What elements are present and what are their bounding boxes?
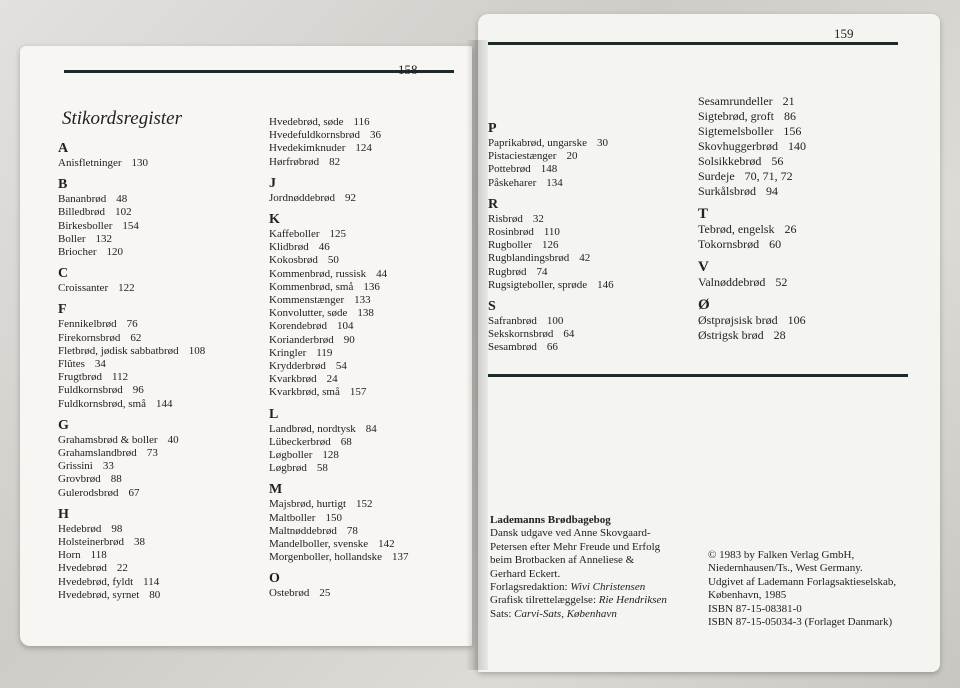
entry-name: Flûtes [58, 358, 85, 371]
entry-page-number: 46 [318, 241, 330, 254]
design-line [490, 594, 700, 607]
entry-page-number: 42 [579, 252, 591, 265]
entry-page-number: 67 [128, 486, 140, 499]
index-entry [488, 163, 688, 176]
entry-page-number: 54 [335, 360, 347, 373]
entry-page-number: 104 [337, 320, 354, 333]
index-entry [269, 156, 469, 169]
entry-name: Kringler [269, 346, 307, 359]
index-entry [269, 334, 469, 347]
index-entry [269, 228, 469, 241]
entry-page-number: 74 [536, 265, 548, 278]
entry-page-number: 124 [355, 142, 372, 155]
index-letter-heading: T [698, 206, 709, 222]
index-title: Stikordsregister [62, 108, 182, 129]
index-entry [58, 460, 258, 473]
entry-page-number: 112 [112, 371, 129, 384]
entry-page-number: 21 [782, 94, 795, 108]
index-entry [698, 184, 928, 199]
entry-name: Hvedebrød [58, 562, 107, 575]
book-gutter [466, 40, 488, 670]
designer-name: Rie Hendriksen [598, 594, 667, 607]
index-letter-heading: L [269, 406, 279, 422]
entry-page-number: 80 [149, 588, 161, 601]
entry-page-number: 102 [115, 206, 132, 219]
entry-name: Klidbrød [269, 241, 309, 254]
entry-name: Birkesboller [58, 219, 113, 232]
index-entry [698, 154, 928, 169]
index-entry [58, 157, 258, 170]
index-letter-heading: O [269, 571, 280, 587]
entry-name: Østprøjsisk brød [698, 313, 778, 327]
entry-name: Horn [58, 549, 81, 562]
entry-page-number: 94 [766, 184, 778, 198]
colophon-credits [490, 514, 700, 621]
entry-name: Hvedekimknuder [269, 142, 346, 155]
entry-page-number: 33 [102, 460, 114, 473]
entry-name: Anisfletninger [58, 157, 122, 169]
index-entry [269, 347, 469, 360]
colophon-line: beim Brotbacken af Anneliese & [490, 554, 635, 567]
entry-name: Påskeharer [488, 176, 537, 189]
entry-page-number: 132 [95, 232, 112, 245]
entry-page-number: 34 [94, 358, 106, 371]
entry-page-number: 157 [349, 386, 367, 399]
index-entry [269, 462, 469, 475]
index-entry [488, 328, 688, 341]
entry-page-number: 138 [357, 307, 374, 320]
entry-page-number: 62 [130, 331, 142, 344]
index-entry [269, 587, 469, 600]
index-entry [488, 252, 688, 265]
index-entry [488, 315, 688, 328]
entry-page-number: 136 [363, 280, 380, 293]
entry-name: Kvarkbrød, små [269, 386, 340, 399]
index-entry [58, 434, 258, 447]
entry-name: Kokosbrød [269, 254, 318, 267]
entry-page-number: 90 [343, 333, 355, 346]
index-entry [269, 436, 469, 449]
index-column-4 [698, 94, 928, 343]
index-letter-heading: K [269, 212, 280, 228]
entry-page-number: 86 [784, 109, 796, 123]
entry-name: Løgboller [269, 449, 313, 462]
entry-page-number: 82 [329, 155, 341, 168]
entry-name: Jordnøddebrød [269, 191, 335, 204]
entry-name: Hvedebrød, syrnet [58, 588, 140, 601]
entry-page-number: 78 [346, 524, 358, 537]
colophon-copyright [708, 549, 938, 629]
entry-page-number: 64 [563, 328, 575, 341]
index-entry [698, 328, 928, 343]
entry-name: Safranbrød [488, 315, 537, 328]
index-entry [698, 139, 928, 154]
entry-page-number: 40 [167, 433, 179, 446]
entry-name: Krydderbrød [269, 360, 326, 373]
entry-name: Rugblandingsbrød [488, 252, 570, 265]
index-entry [488, 137, 688, 150]
colophon-line: Udgivet af Lademann Forlagsaktieselskab, [708, 575, 897, 588]
entry-name: Pottebrød [488, 163, 531, 176]
design-label: Grafisk tilrettelæggelse: [490, 594, 596, 607]
entry-page-number: 128 [322, 449, 339, 462]
entry-page-number: 68 [340, 435, 352, 448]
typesetting-line [490, 608, 700, 621]
entry-name: Risbrød [488, 212, 523, 225]
entry-name: Kvarkbrød [269, 373, 317, 386]
entry-page-number: 125 [329, 228, 346, 241]
entry-page-number: 48 [116, 193, 128, 206]
entry-name: Billedbrød [58, 206, 106, 219]
entry-name: Maltnøddebrød [269, 524, 337, 537]
index-entry [269, 423, 469, 436]
index-letter-heading: B [58, 177, 68, 193]
entry-name: Sekskornsbrød [488, 328, 554, 341]
index-entry [488, 150, 688, 163]
index-entry [269, 241, 469, 254]
entry-page-number: 84 [365, 422, 377, 435]
index-entry [698, 169, 928, 184]
entry-name: Lübeckerbrød [269, 435, 331, 448]
index-entry [269, 254, 469, 267]
entry-name: Landbrød, nordtysk [269, 422, 356, 435]
edition-notes [490, 527, 700, 581]
entry-name: Holsteinerbrød [58, 536, 124, 549]
index-entry [488, 213, 688, 226]
entry-page-number: 152 [356, 498, 373, 511]
colophon-line: ISBN 87-15-05034-3 (Forlaget Danmark) [708, 616, 893, 629]
entry-name: Grahamslandbrød [58, 447, 137, 460]
index-entry [698, 313, 928, 328]
index-entry [58, 246, 258, 259]
entry-page-number: 156 [783, 124, 802, 138]
index-entry [269, 192, 469, 205]
typesetting-label: Sats: [490, 607, 512, 620]
page-number-right: 159 [834, 26, 854, 41]
entry-name: Korendebrød [269, 320, 328, 333]
entry-name: Pistaciestænger [488, 150, 557, 163]
index-entry [58, 345, 258, 358]
header-rule-right [488, 42, 898, 45]
index-column-1 [58, 134, 258, 602]
entry-page-number: 28 [773, 328, 786, 342]
entry-name: Hvedebrød, fyldt [58, 575, 134, 588]
entry-page-number: 116 [353, 116, 370, 128]
index-entry [269, 373, 469, 386]
index-entry [488, 341, 688, 354]
index-entry [58, 536, 258, 549]
index-entry [698, 275, 928, 290]
entry-name: Ostebrød [269, 587, 310, 600]
typesetter-name: Carvi-Sats, København [514, 607, 617, 620]
entry-name: Kommenstænger [269, 294, 345, 307]
index-entry [58, 233, 258, 246]
entry-page-number: 110 [543, 226, 560, 239]
entry-name: Gulerodsbrød [58, 486, 119, 499]
entry-page-number: 106 [787, 313, 806, 327]
entry-page-number: 133 [354, 294, 371, 307]
entry-page-number: 73 [146, 447, 158, 460]
entry-name: Fletbrød, jødisk sabbatbrød [58, 344, 179, 357]
editor-name: Wivi Christensen [570, 581, 646, 594]
colophon-line: København, 1985 [708, 589, 787, 602]
entry-page-number: 119 [316, 346, 333, 359]
index-entry [698, 222, 928, 237]
entry-page-number: 52 [775, 275, 788, 289]
entry-page-number: 56 [771, 154, 784, 168]
entry-name: Surkålsbrød [698, 184, 756, 198]
index-entry [58, 318, 258, 331]
index-entry [269, 320, 469, 333]
index-entry [269, 512, 469, 525]
entry-name: Sesambrød [488, 341, 537, 354]
index-entry [58, 549, 258, 562]
index-entry [269, 142, 469, 155]
index-letter-heading: A [58, 141, 69, 156]
index-entry [58, 589, 258, 602]
entry-name: Fuldkornsbrød, små [58, 397, 146, 410]
entry-page-number: 96 [132, 384, 144, 397]
entry-page-number: 30 [596, 137, 608, 149]
index-entry [58, 562, 258, 575]
entry-name: Sigtemelsboller [698, 124, 774, 138]
index-entry [269, 116, 469, 129]
entry-name: Briocher [58, 246, 97, 259]
index-entry [58, 358, 258, 371]
index-entry [488, 177, 688, 190]
book-title: Lademanns Brødbagebog [490, 514, 611, 526]
entry-name: Kommenbrød, russisk [269, 267, 367, 280]
index-entry [58, 193, 258, 206]
entry-page-number: 137 [392, 551, 409, 564]
index-entry [269, 449, 469, 462]
index-entry [488, 266, 688, 279]
index-entry [58, 384, 258, 397]
index-entry [58, 523, 258, 536]
entry-name: Solsikkebrød [698, 154, 762, 168]
entry-page-number: 126 [542, 239, 559, 252]
index-entry [488, 239, 688, 252]
entry-name: Rugbrød [488, 265, 527, 278]
index-entry [269, 386, 469, 399]
colophon-line: © 1983 by Falken Verlag GmbH, [708, 549, 855, 561]
entry-name: Rugsigteboller, sprøde [488, 278, 588, 291]
entry-page-number: 58 [316, 462, 328, 475]
entry-page-number: 154 [122, 219, 139, 232]
index-entry [488, 279, 688, 292]
index-entry [58, 473, 258, 486]
entry-page-number: 76 [126, 318, 138, 331]
entry-name: Boller [58, 232, 86, 245]
entry-page-number: 122 [118, 282, 135, 295]
entry-name: Fennikelbrød [58, 318, 117, 331]
index-entry [58, 282, 258, 295]
entry-name: Sesamrundeller [698, 94, 773, 108]
entry-name: Fuldkornsbrød [58, 384, 123, 397]
entry-page-number: 26 [784, 222, 797, 236]
entry-page-number: 148 [540, 163, 558, 176]
entry-name: Surdeje [698, 169, 735, 183]
entry-name: Maltboller [269, 511, 316, 524]
entry-page-number: 144 [156, 397, 173, 410]
entry-name: Østrigsk brød [698, 328, 764, 342]
index-entry [269, 281, 469, 294]
index-entry [698, 94, 928, 109]
index-entry [58, 487, 258, 500]
entry-page-number: 20 [566, 150, 578, 163]
index-entry [58, 371, 258, 384]
entry-page-number: 100 [546, 315, 564, 328]
colophon-line: Niedernhausen/Ts., West Germany. [708, 562, 863, 575]
editor-line [490, 581, 700, 594]
index-letter-heading: C [58, 266, 69, 282]
header-rule [64, 70, 454, 73]
entry-page-number: 108 [188, 344, 206, 357]
entry-name: Frugtbrød [58, 371, 102, 384]
index-entry [269, 551, 469, 564]
entry-page-number: 66 [546, 341, 558, 354]
index-letter-heading: G [58, 417, 69, 433]
colophon-line: ISBN 87-15-08381-0 [708, 602, 802, 615]
entry-name: Mandelboller, svenske [269, 538, 369, 551]
entry-page-number: 92 [345, 191, 356, 204]
index-entry [269, 360, 469, 373]
entry-name: Korianderbrød [269, 333, 334, 346]
entry-name: Croissanter [58, 282, 109, 295]
index-column-3 [488, 114, 688, 355]
index-letter-heading: F [58, 302, 67, 318]
entry-page-number: 88 [110, 473, 122, 486]
entry-page-number: 38 [133, 536, 145, 549]
entry-name: Paprikabrød, ungarske [488, 137, 587, 149]
index-entry [698, 237, 928, 252]
entry-name: Valnøddebrød [698, 275, 766, 289]
index-letter-heading: P [488, 121, 497, 136]
entry-name: Hørfrøbrød [269, 155, 320, 168]
index-entry [58, 332, 258, 345]
entry-page-number: 98 [111, 522, 123, 535]
index-entry [269, 129, 469, 142]
entry-name: Grahamsbrød & boller [58, 433, 158, 446]
colophon-line: Gerhard Eckert. [490, 567, 561, 580]
entry-name: Løgbrød [269, 462, 307, 475]
index-entry [58, 398, 258, 411]
index-entry [58, 206, 258, 219]
entry-name: Tokornsbrød [698, 237, 760, 251]
entry-page-number: 24 [326, 373, 338, 386]
editor-label: Forlagsredaktion: [490, 581, 568, 594]
entry-name: Hvedefuldkornsbrød [269, 129, 361, 142]
index-entry [58, 220, 258, 233]
entry-page-number: 130 [131, 157, 149, 169]
entry-name: Hedebrød [58, 522, 102, 535]
entry-page-number: 118 [90, 549, 107, 562]
entry-page-number: 142 [378, 538, 395, 551]
entry-name: Hvedebrød, søde [269, 116, 344, 128]
entry-page-number: 134 [546, 176, 563, 189]
index-entry [269, 498, 469, 511]
entry-name: Tebrød, engelsk [698, 222, 775, 236]
entry-page-number: 120 [106, 246, 123, 259]
index-entry [269, 538, 469, 551]
entry-page-number: 44 [376, 267, 388, 280]
entry-name: Morgenboller, hollandske [269, 551, 383, 564]
section-divider-rule [488, 374, 908, 377]
entry-name: Rosinbrød [488, 226, 534, 239]
index-letter-heading: V [698, 259, 709, 275]
index-column-2 [269, 116, 469, 601]
entry-name: Sigtebrød, groft [698, 109, 774, 123]
index-entry [269, 525, 469, 538]
entry-name: Kaffeboller [269, 228, 320, 241]
entry-name: Grovbrød [58, 473, 101, 486]
entry-name: Skovhuggerbrød [698, 139, 778, 153]
entry-page-number: 60 [769, 237, 782, 251]
entry-name: Rugboller [488, 239, 532, 252]
index-entry [58, 576, 258, 589]
entry-page-number: 114 [143, 575, 160, 588]
colophon-line: Petersen efter Mehr Freude und Erfolg [490, 540, 661, 553]
entry-name: Kommenbrød, små [269, 280, 354, 293]
left-page [20, 46, 472, 646]
entry-page-number: 50 [327, 254, 339, 267]
entry-name: Grissini [58, 460, 93, 473]
entry-name: Firekornsbrød [58, 331, 121, 344]
entry-page-number: 150 [325, 511, 342, 524]
index-entry [269, 294, 469, 307]
entry-page-number: 25 [319, 587, 331, 600]
entry-page-number: 140 [788, 139, 806, 153]
entry-name: Bananbrød [58, 193, 107, 206]
entry-name: Majsbrød, hurtigt [269, 498, 346, 511]
index-entry [269, 307, 469, 320]
index-letter-heading: M [269, 482, 283, 498]
entry-name: Konvolutter, søde [269, 307, 348, 320]
index-entry [269, 268, 469, 281]
index-letter-heading: S [488, 299, 496, 315]
index-letter-heading: R [488, 196, 499, 212]
page-number-left: 158 [398, 62, 418, 77]
index-entry [488, 226, 688, 239]
entry-page-number: 36 [370, 129, 382, 142]
entry-page-number: 70, 71, 72 [744, 169, 793, 183]
index-entry [58, 447, 258, 460]
colophon-line: Dansk udgave ved Anne Skovgaard- [490, 527, 651, 540]
entry-page-number: 22 [116, 562, 128, 575]
index-entry [698, 124, 928, 139]
right-page [478, 14, 940, 672]
index-letter-heading: Ø [698, 297, 710, 313]
entry-page-number: 146 [597, 278, 614, 291]
entry-page-number: 32 [532, 212, 544, 225]
index-entry [698, 109, 928, 124]
index-letter-heading: J [269, 175, 276, 191]
index-letter-heading: H [58, 506, 69, 522]
